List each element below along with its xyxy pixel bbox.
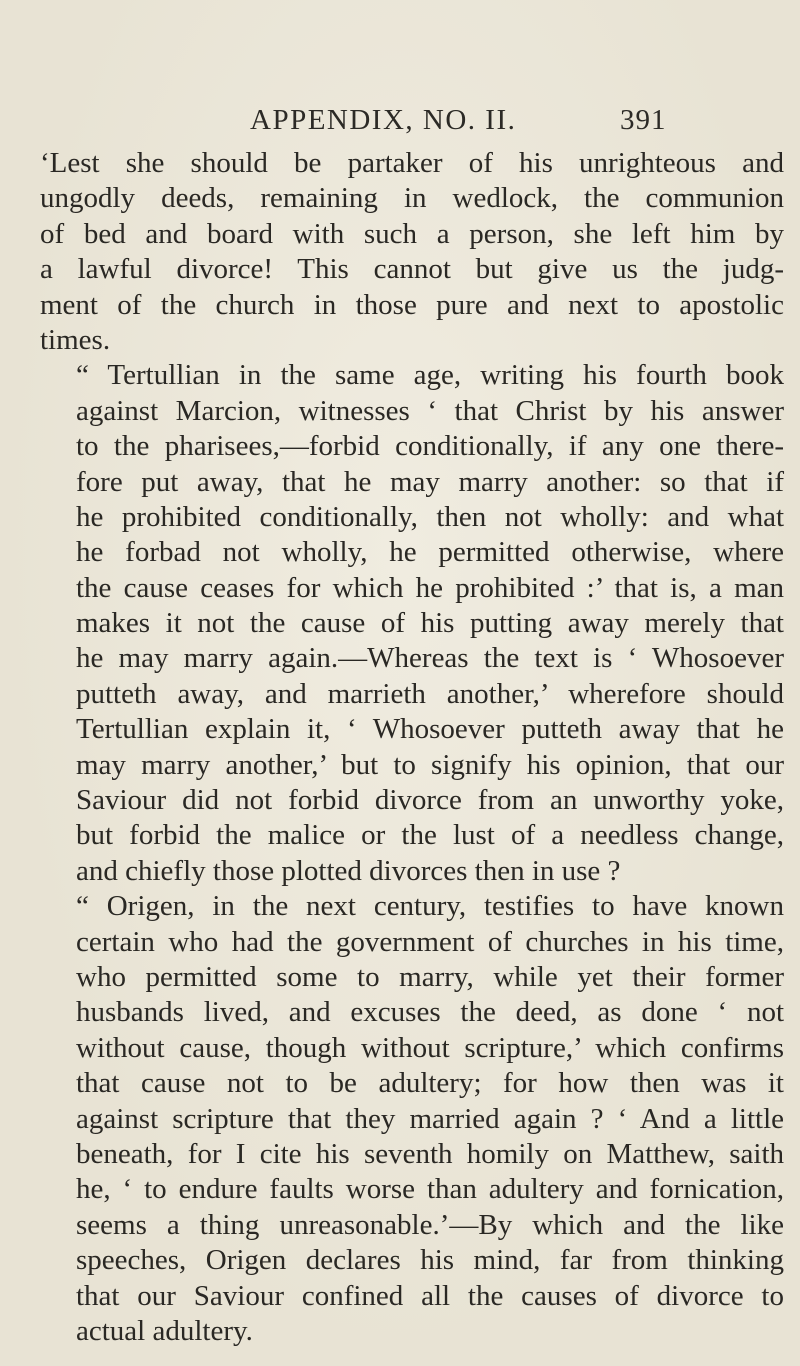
running-head: [0, 100, 800, 140]
text-line: ‘Lest she should be partaker of his unrighteous and: [40, 147, 784, 179]
text-line: Saviour did not forbid divorce from an unworthy yoke,: [76, 784, 784, 817]
text-line: husbands lived, and excuses the deed, as done ‘ not: [76, 996, 784, 1029]
text-line: “ Origen, in the next century, testifies to have known: [76, 890, 784, 923]
text-line: without cause, though without scripture,’ which confirms: [76, 1031, 784, 1064]
text-line: and chiefly those plotted divorces then in use ?: [76, 854, 621, 887]
text-line: putteth away, and marrieth another,’ wherefore should: [76, 677, 784, 710]
text-line: he, ‘ to endure faults worse than adultery and fornication,: [76, 1173, 784, 1206]
text-line: against Marcion, witnesses ‘ that Christ by his answer: [76, 394, 784, 427]
text-line: speeches, Origen declares his mind, far from thinking: [76, 1244, 784, 1277]
text-line: fore put away, that he may marry another: so that if: [76, 465, 784, 498]
text-line: may marry another,’ but to signify his opinion, that our: [76, 748, 784, 781]
body-text: [40, 146, 784, 1349]
text-line: he prohibited conditionally, then not wholly: and what: [76, 500, 784, 533]
text-line: actual adultery.: [76, 1314, 253, 1347]
text-line: to the pharisees,—forbid conditionally, if any one there-: [76, 430, 784, 463]
text-line: ment of the church in those pure and next to apostolic: [40, 288, 784, 321]
text-line: that our Saviour confined all the causes of divorce to: [76, 1279, 784, 1312]
text-line: times.: [40, 323, 111, 356]
text-line: that cause not to be adultery; for how then was it: [76, 1067, 784, 1100]
running-title: APPENDIX, NO. II.: [250, 104, 517, 136]
text-line: but forbid the malice or the lust of a needless change,: [76, 819, 784, 852]
text-line: who permitted some to marry, while yet their former: [76, 960, 784, 993]
paragraph: [40, 889, 784, 1349]
text-line: “ Tertullian in the same age, writing his fourth book: [76, 359, 784, 392]
text-line: a lawful divorce! This cannot but give us the judg-: [40, 253, 784, 286]
page-number: 391: [620, 104, 667, 136]
text-line: beneath, for I cite his seventh homily on Matthew, saith: [76, 1137, 784, 1170]
paragraph: [40, 358, 784, 889]
text-line: makes it not the cause of his putting away merely that: [76, 607, 784, 640]
text-line: of bed and board with such a person, she left him by: [40, 217, 784, 250]
text-line: the cause ceases for which he prohibited :’ that is, a man: [76, 571, 784, 604]
text-line: seems a thing unreasonable.’—By which and the like: [76, 1208, 784, 1241]
text-line: he forbad not wholly, he permitted otherwise, where: [76, 536, 784, 569]
text-line: against scripture that they married again ? ‘ And a little: [76, 1102, 784, 1135]
text-line: certain who had the government of churches in his time,: [76, 925, 784, 958]
text-line: he may marry again.—Whereas the text is ‘ Whosoever: [76, 642, 784, 675]
paragraph: [40, 146, 784, 358]
text-line: Tertullian explain it, ‘ Whosoever putteth away that he: [76, 713, 784, 746]
text-line: ungodly deeds, remaining in wedlock, the communion: [40, 182, 784, 215]
